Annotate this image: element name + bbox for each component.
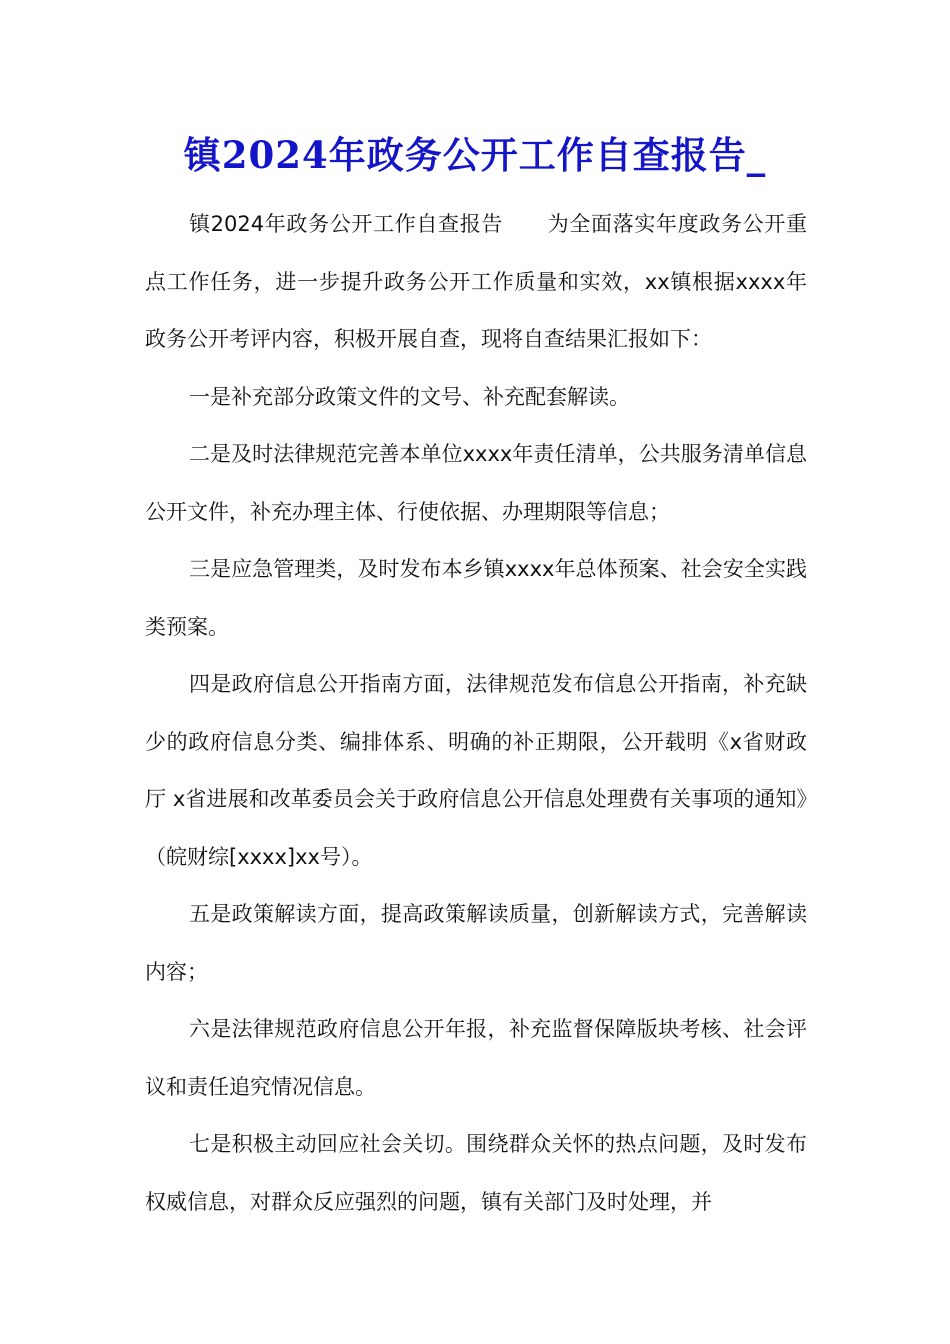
intro-text: 为全面落实年度政务公开重点工作任务，进一步提升政务公开工作质量和实效，xx镇根据xxxx年政务公开考评内容，积极开展自查，现将自查结果汇报如下： [145,212,807,351]
paragraph-2: 二是及时法律规范完善本单位xxxx年责任清单，公共服务清单信息公开文件，补充办理主体、行使依据、办理期限等信息； [145,442,807,524]
paragraph-4: 四是政府信息公开指南方面，法律规范发布信息公开指南，补充缺少的政府信息分类、编排体系、明确的补正期限，公开载明《x省财政厅 x省进展和改革委员会关于政府信息公开信息处理费有关事项的通知》（皖财综[xxxx]xx号）。 [145,672,807,869]
paragraph-5: 五是政策解读方面，提高政策解读质量，创新解读方式，完善解读内容； [145,902,807,984]
intro-paragraph [145,196,807,369]
paragraph-1: 一是补充部分政策文件的文号、补充配套解读。 [189,384,630,409]
document-title: 镇2024年政务公开工作自查报告_ [183,133,767,177]
paragraph-7: 七是积极主动回应社会关切。围绕群众关怀的热点问题，及时发布权威信息，对群众反应强烈的问题，镇有关部门及时处理，并 [145,1132,807,1214]
paragraph-3: 三是应急管理类，及时发布本乡镇xxxx年总体预案、社会安全实践类预案。 [145,557,807,639]
paragraph-6: 六是法律规范政府信息公开年报，补充监督保障版块考核、社会评议和责任追究情况信息。 [145,1017,807,1099]
document-body [145,196,807,1231]
intro-heading: 镇2024年政务公开工作自查报告 [189,212,504,236]
